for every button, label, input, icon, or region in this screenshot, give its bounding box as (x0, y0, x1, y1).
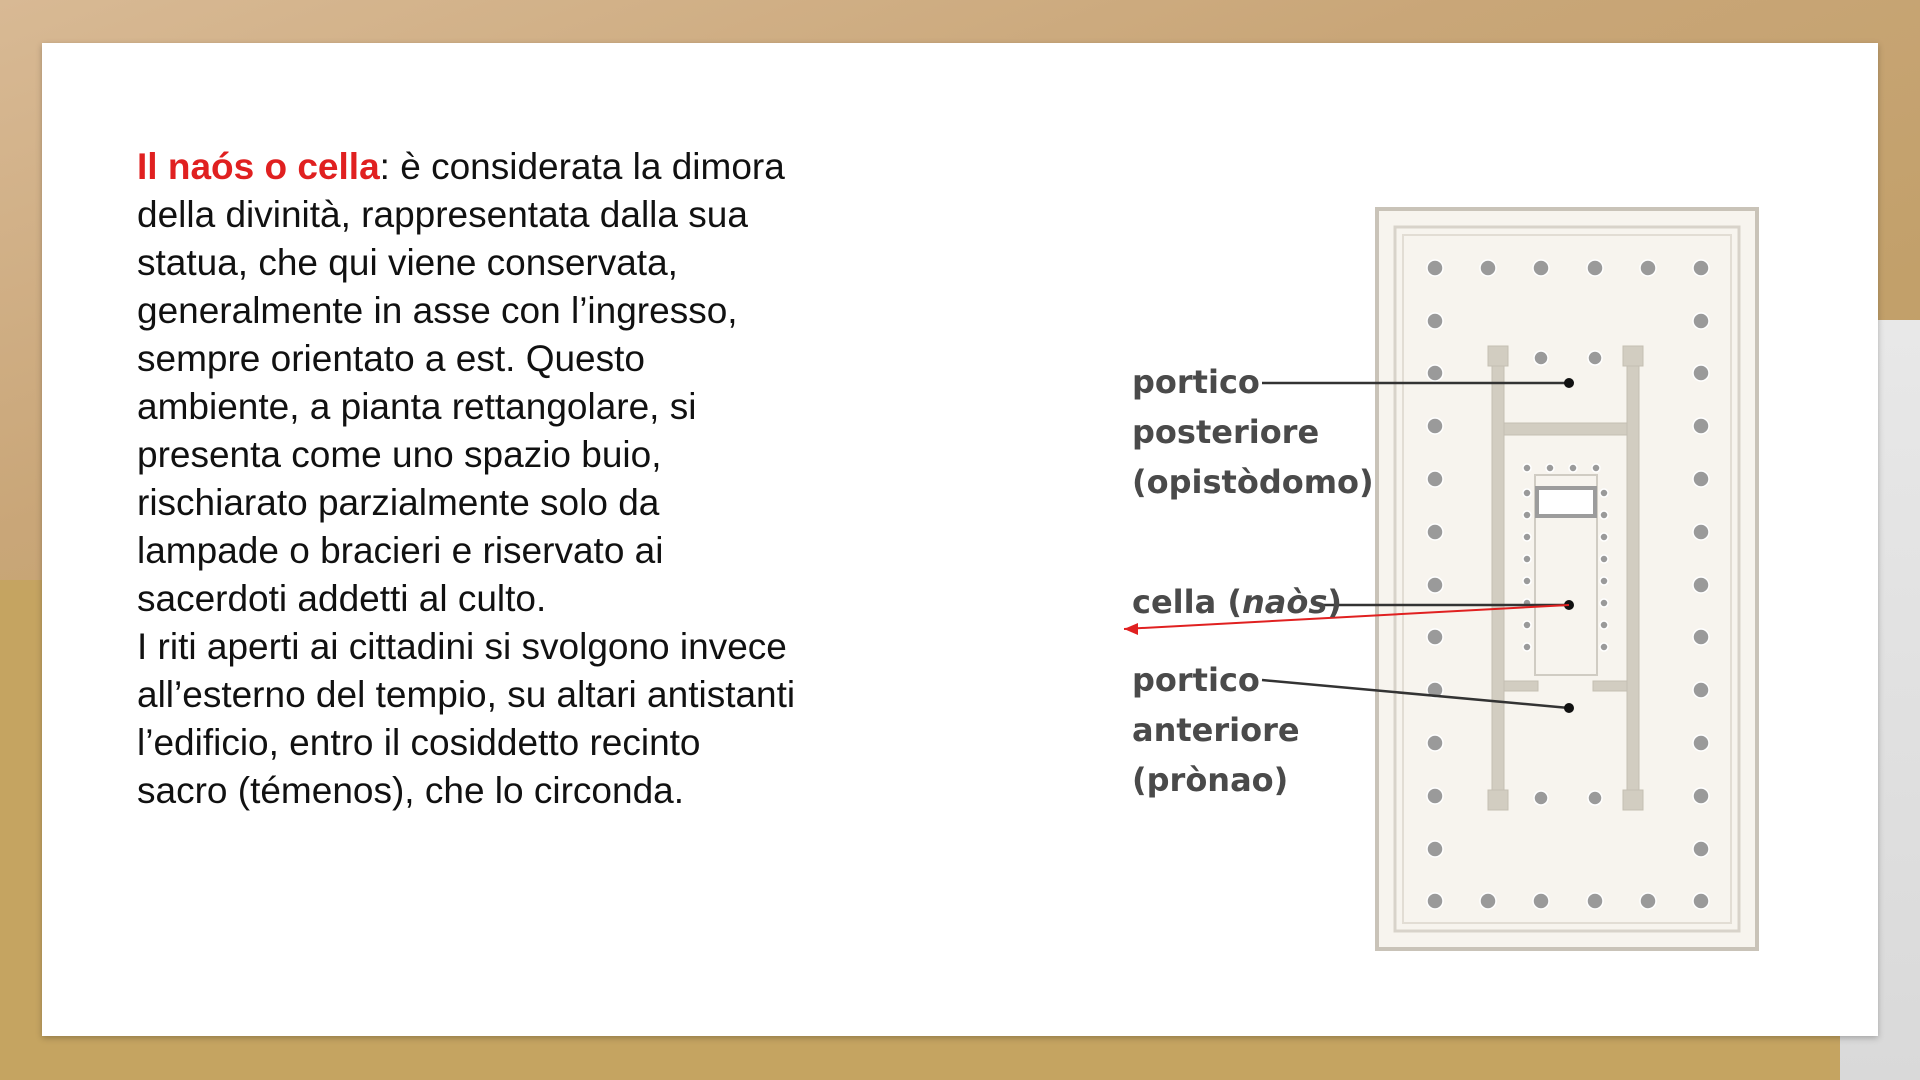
pointer-pronaos (1564, 703, 1574, 713)
label-pronaos-line3: (prònao) (1132, 761, 1289, 799)
column (1427, 788, 1443, 804)
paragraph-1 (137, 143, 797, 623)
column (1640, 893, 1656, 909)
column (1427, 735, 1443, 751)
inner-column (1600, 533, 1608, 541)
inner-column (1600, 621, 1608, 629)
column (1693, 735, 1709, 751)
inner-column (1600, 577, 1608, 585)
column (1533, 260, 1549, 276)
label-cella-part1: cella ( (1132, 583, 1242, 621)
text-block (137, 143, 797, 815)
porch-column (1588, 351, 1602, 365)
column (1693, 260, 1709, 276)
porch-column (1588, 791, 1602, 805)
column (1693, 418, 1709, 434)
inner-column (1600, 489, 1608, 497)
inner-column (1523, 621, 1531, 629)
column (1427, 577, 1443, 593)
label-pronaos-line1: portico (1132, 661, 1260, 699)
label-opisthodomos-line2: posteriore (1132, 413, 1320, 451)
column (1693, 788, 1709, 804)
inner-column (1523, 577, 1531, 585)
column (1693, 841, 1709, 857)
column (1427, 313, 1443, 329)
anta-bottom-right (1623, 790, 1643, 810)
label-cella-part2: ) (1327, 583, 1342, 621)
inner-column (1523, 489, 1531, 497)
column (1427, 365, 1443, 381)
term-heading: Il naós o cella (137, 146, 380, 187)
column (1693, 365, 1709, 381)
column (1640, 260, 1656, 276)
anta-bottom-left (1488, 790, 1508, 810)
slide (42, 43, 1878, 1036)
opisthodomos-wall (1504, 423, 1627, 435)
inner-column (1523, 643, 1531, 651)
red-arrow-head (1124, 623, 1138, 635)
inner-column (1546, 464, 1554, 472)
inner-column (1569, 464, 1577, 472)
anta-top-right (1623, 346, 1643, 366)
pronaos-wall-left (1504, 681, 1538, 691)
column (1480, 260, 1496, 276)
statue-base (1537, 488, 1595, 516)
inner-column (1600, 511, 1608, 519)
column (1693, 682, 1709, 698)
column (1427, 841, 1443, 857)
inner-column (1523, 464, 1531, 472)
column (1587, 260, 1603, 276)
label-cella (1132, 583, 1342, 621)
column (1427, 893, 1443, 909)
inner-column (1592, 464, 1600, 472)
column (1427, 471, 1443, 487)
temple-plan-diagram (1072, 143, 1772, 993)
column (1693, 577, 1709, 593)
column (1427, 260, 1443, 276)
column (1693, 893, 1709, 909)
inner-column (1523, 533, 1531, 541)
inner-column (1600, 555, 1608, 563)
pointer-opisthodomos (1564, 378, 1574, 388)
label-pronaos-line2: anteriore (1132, 711, 1300, 749)
column (1693, 629, 1709, 645)
label-cella-italic: naòs (1241, 583, 1328, 621)
porch-column (1534, 351, 1548, 365)
anta-top-left (1488, 346, 1508, 366)
column (1427, 629, 1443, 645)
cella-wall-right (1627, 348, 1639, 808)
inner-column (1600, 643, 1608, 651)
paragraph-1-text: : è considerata la dimora della divinità, rappresentata dalla sua statua, che qui viene conservata, generalmente in asse con l’ingresso, sempre orientato a est. Questo ambiente, a pianta rettangolare, si presenta come uno spazio buio, rischiarato parzialmente solo da lampade o bracieri e riservato ai sacerdoti addetti al culto. (137, 146, 785, 619)
label-opisthodomos-line3: (opistòdomo) (1132, 463, 1374, 501)
porch-column (1534, 791, 1548, 805)
column (1427, 524, 1443, 540)
column (1427, 418, 1443, 434)
label-opisthodomos-line1: portico (1132, 363, 1260, 401)
temple-plan-svg (1072, 143, 1772, 993)
pronaos-wall-right (1593, 681, 1627, 691)
column (1693, 471, 1709, 487)
cella-wall-left (1492, 348, 1504, 808)
column (1480, 893, 1496, 909)
inner-column (1523, 511, 1531, 519)
paragraph-2: I riti aperti ai cittadini si svolgono invece all’esterno del tempio, su altari antistanti l’edificio, entro il cosiddetto recinto sacro (témenos), che lo circonda. (137, 626, 796, 811)
inner-column (1600, 599, 1608, 607)
column (1693, 313, 1709, 329)
column (1533, 893, 1549, 909)
inner-column (1523, 555, 1531, 563)
column (1587, 893, 1603, 909)
column (1693, 524, 1709, 540)
